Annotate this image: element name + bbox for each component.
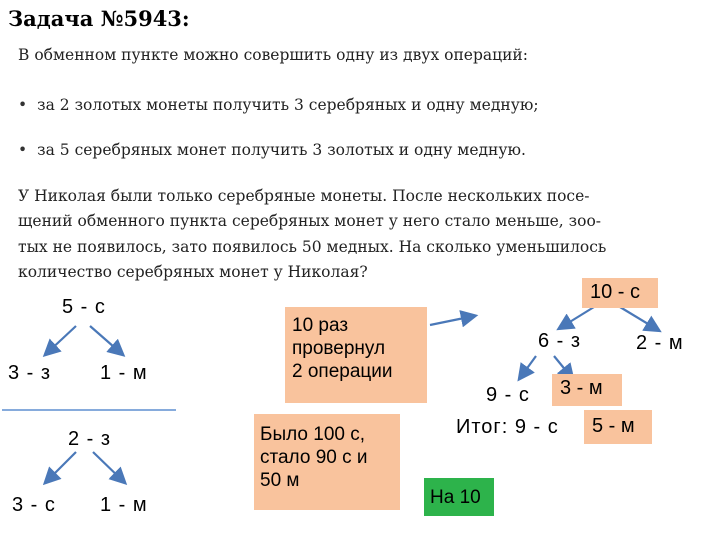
arrow-10s-to-6z <box>560 307 594 328</box>
tree-node-6z: 6 - з <box>538 330 582 352</box>
summary-box <box>254 414 400 510</box>
tree-node-3m: 3 - м <box>552 374 622 406</box>
problem-question-line-3: тых не появилось, зато появилось 50 медных. На сколько уменьшилось <box>18 238 607 256</box>
task-title: Задача №5943: <box>8 6 190 31</box>
arrow-5s-to-1m <box>90 326 122 354</box>
operations-line-3: 2 операции <box>292 361 393 382</box>
problem-intro: В обменном пункте можно совершить одну из двух операций: <box>18 46 528 64</box>
arrow-6z-to-9s <box>520 356 536 378</box>
answer-box: На 10 <box>424 478 494 516</box>
arrow-10s-to-2m <box>620 307 658 330</box>
tree-node-2m: 2 - м <box>636 332 684 354</box>
summary-line-2: стало 90 с и <box>260 447 368 468</box>
problem-bullet-2-text: за 5 серебряных монет получить 3 золотых и одну медную. <box>37 141 526 159</box>
tree-node-9s: 9 - с <box>486 384 530 406</box>
problem-question-line-2: щений обменного пункта серебряных монет у него стало меньше, зоо- <box>18 212 602 230</box>
summary-line-3: 50 м <box>260 470 300 491</box>
tree-node-1m: 1 - м <box>100 362 148 384</box>
arrow-5s-to-3z <box>46 326 76 354</box>
problem-question-line-1: У Николая были только серебряные монеты. После нескольких посе- <box>18 187 590 205</box>
result-label: Итог: 9 - с <box>456 416 559 438</box>
tree-node-3z: 3 - з <box>8 362 52 384</box>
result-m: 5 - м <box>584 410 652 444</box>
tree-node-5s: 5 - с <box>62 296 106 318</box>
tree-node-3s: 3 - с <box>12 494 56 516</box>
operations-line-2: провернул <box>292 338 386 359</box>
problem-bullet-1-text: за 2 золотых монеты получить 3 серебряных и одну медную; <box>37 96 539 114</box>
arrow-box-to-right <box>430 316 474 325</box>
problem-question-line-4: количество серебряных монет у Николая? <box>18 263 368 281</box>
tree-node-10s: 10 - с <box>582 278 658 308</box>
tree-node-2z: 2 - з <box>68 428 112 450</box>
operations-box <box>285 307 427 403</box>
operations-line-1: 10 раз <box>292 315 349 336</box>
tree-node-1m-second: 1 - м <box>100 494 148 516</box>
arrow-2z-to-1m <box>93 452 124 482</box>
arrow-2z-to-3s <box>46 452 76 482</box>
summary-line-1: Было 100 с, <box>260 424 366 445</box>
